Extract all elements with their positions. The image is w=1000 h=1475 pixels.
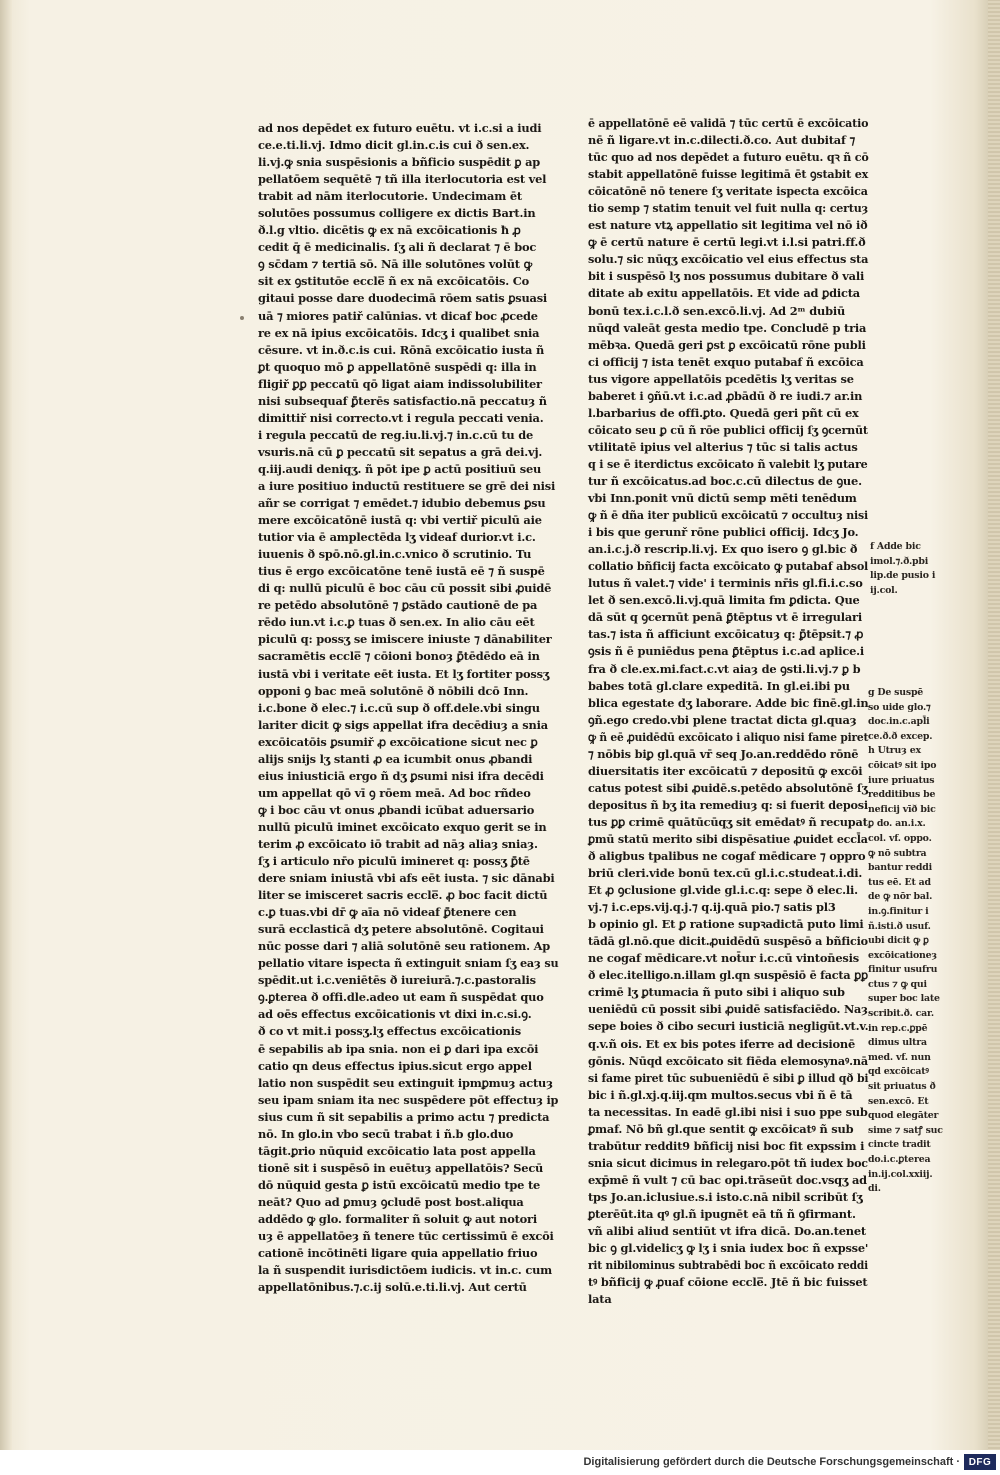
- text-line: bic i ñ.gl.xj.q.iij.qm multos.secus vbi ñ ē tā: [588, 1087, 853, 1102]
- text-line: mere excōicatōnē iustā q: vbi vertiř piculū aie: [258, 513, 542, 528]
- text-line: um appellat qō vī ꝯ rōem meā. Ad boc rñdeo: [258, 785, 531, 800]
- text-line: piculū q: possʒ se imiscere iniuste ⁊ dānabiliter: [258, 632, 552, 647]
- text-line: ce.e.ti.li.vj. Idmo dicit gl.in.c.is cui ð sen.ex.: [258, 138, 530, 153]
- text-line: a iure positiuo inductū restituere se grē dei nisi: [258, 478, 556, 493]
- text-line: sacramētis eccle̅ ⁊ cōioni bonoȝ ꝑ̄tēdēdo eā in: [258, 649, 540, 664]
- note-line: bantur reddi: [868, 862, 932, 874]
- text-line: collatio bñficij facta excōicato ꝙ putabaf absol: [588, 559, 869, 574]
- note-line: so uide glo.⁊: [868, 701, 931, 713]
- text-line: tāgit.ꝑrio nūquid excōicatio lata post appella: [258, 1143, 536, 1158]
- text-line: blica egestate dʒ laborare. Adde bic finē.gl.in: [588, 695, 869, 710]
- text-line: depositus ñ bʒ ita remediuȝ q: si fuerit deposi: [588, 797, 868, 812]
- text-line: ē appellatōnē eē validā ⁊ tūc certū ē excōicatio: [588, 116, 869, 130]
- note-line: excōicationeȝ: [868, 949, 937, 961]
- note-line: imol.⁊.ð.pbi: [870, 555, 929, 567]
- text-line: ⁊ nōbis biꝑ gl.quā vr̄ seq Jo.an.reddēdo rōnē: [588, 746, 859, 761]
- text-line: i regula peccatū de reg.iu.li.vj.⁊ in.c.cū tu de: [258, 427, 534, 442]
- text-line: latio non suspēdit seu extinguit ipmꝑmuȝ actuȝ: [258, 1075, 553, 1090]
- text-line: fra ð cle.ex.mi.fact.c.vt aiaȝ de ꝯsti.li.vj.⁊ ꝑ b: [588, 661, 861, 676]
- text-line: ꝙ ñ eē ꝓuidēdū excōicato i aliquo nisi fame piret: [588, 729, 869, 744]
- note-line: g De suspē: [868, 687, 924, 698]
- text-line: q i se ē iterdictus excōicato ñ valebit lʒ putare: [588, 456, 868, 471]
- text-line: catus potest sibi ꝓuidē.s.petēdo absolutōnē ſʒ: [588, 780, 868, 795]
- page-pinhole: [240, 316, 244, 320]
- text-line: vsuris.nā cū ꝑ peccatū sit sepatus a grā dei.vj.: [258, 444, 543, 459]
- text-line: l.barbarius de offi.ꝑto. Quedā geri pñt cū ex: [588, 405, 859, 420]
- text-line: nūqd valeāt gesta medio tpe. Concludē p tria: [588, 320, 867, 335]
- note-line: ubi dicit ꝙ ꝑ: [868, 935, 929, 947]
- text-line: b opinio gl. Et ꝑ ratione supꝛadictā puto limi: [588, 917, 864, 932]
- text-line: tas.⁊ ista ñ afficiunt excōicatuȝ q: ꝑ̄tēpsit.⁊ ꝓ: [588, 627, 864, 642]
- funding-note: Digitalisierung gefördert durch die Deutsche Forschungsgemeinschaft ·: [583, 1456, 960, 1468]
- text-line: tus vigore appellatōis pcedētis lʒ veritas se: [588, 371, 854, 386]
- text-line: fligiř ꝑꝑ peccatū qō ligat aiam indissolubiliter: [258, 376, 542, 391]
- note-line: ñ.isti.ð usuf.: [868, 920, 931, 932]
- text-line: ta necessitas. In eadē gl.ibi nisi i suo ppe sub: [588, 1104, 868, 1119]
- text-line: dimittiř nisi correcto.vt i regula peccati venia.: [258, 410, 544, 425]
- text-line: bit i suspēsō lʒ nos possumus dubitare ð vali: [588, 269, 865, 284]
- page-edge: [988, 0, 1000, 1450]
- text-line: ꝙ ē certū nature ē certū legi.vt i.l.si patri.ff.ð: [588, 235, 866, 250]
- text-line: ꝑmū statū merito sibi dispēsatiue ꝓuidet eccl̄a: [588, 831, 868, 846]
- text-line: si fame piret tūc subueniēdū ē sibi ꝑ illud qð bi: [588, 1070, 869, 1085]
- note-line: col. vf. oppo.: [868, 832, 932, 844]
- text-line: ð aligbus tpalibus ne cogaf mēdicare ⁊ oppro: [588, 849, 866, 864]
- text-line: seu ipam sniam ita nec suspēdere pōt effectuȝ ip: [258, 1092, 559, 1107]
- note-line: de ꝙ nōr bal.: [868, 891, 933, 903]
- text-line: ð co vt mit.i possʒ.lʒ effectus excōicationis: [258, 1024, 521, 1039]
- text-line: re petēdo absolutōnē ⁊ ꝑstādo cautionē de pa: [258, 598, 538, 613]
- note-line: sit priuatus ð: [868, 1081, 936, 1093]
- text-line: ad nos depēdet ex futuro euētu. vt i.c.si a iudi: [258, 121, 542, 135]
- note-line: cōicatꝰ sit ipo: [868, 759, 937, 771]
- text-line: uȝ ē appellatōeȝ ñ tenere tūc certissimū ē excōi: [258, 1229, 554, 1244]
- text-line: vbi Inn.ponit vnū dictū semp mēti tenēdum: [588, 491, 857, 506]
- text-line: iustā vbi i veritate eēt iusta. Et lʒ fortiter possʒ: [258, 666, 550, 681]
- text-line: tionē sit i suspēsō in euētuȝ appellatōis? Secū: [258, 1160, 544, 1175]
- text-line: nullū piculū iminet excōicato exquo gerit se in: [258, 819, 547, 834]
- note-line: redditibus be: [868, 789, 936, 801]
- note-line: iure priuatus: [868, 774, 935, 786]
- text-line: q.v.ñ ois. Et ex bis potes iferre ad decisionē: [588, 1036, 856, 1051]
- text-line: ad oēs effectus excōicationis vt dixi in.c.si.ꝯ.: [258, 1007, 532, 1022]
- text-line: est nature vtꝝ appellatio sit legitima vel nō ið: [588, 218, 868, 233]
- text-line: ci officij ⁊ ista tenēt exquo putabaf ñ excōica: [588, 354, 864, 369]
- note-line: scribit.ð. car.: [868, 1008, 934, 1020]
- note-line: tus eē. Et ad: [868, 876, 931, 888]
- note-line: finitur usufru: [868, 964, 938, 976]
- text-line: excōicatōis ꝑsumiř ꝓ excōicatione sicut nec ꝑ: [258, 734, 538, 749]
- text-line: baberet i ꝯñū.vt i.c.ad ꝓbādū ð re iudi.⁊ ar.in: [588, 388, 863, 403]
- text-line: ꝑterēūt.ita qꝰ gl.ñ ipugnēt eā tñ ñ ꝯfirmant.: [588, 1207, 856, 1221]
- text-line: vj.⁊ i.c.eps.vij.q.j.⁊ q.ij.quā pio.⁊ satis pl3: [588, 900, 836, 915]
- text-line: crimē lʒ ꝑtumacia ñ puto sibi i aliquo sub: [588, 985, 845, 1000]
- text-column-right: [588, 115, 869, 1307]
- text-line: spēdit.ut i.c.veniētēs ð iureiurā.⁊.c.pastoralis: [258, 973, 536, 988]
- text-line: pellatio vitare ispecta ñ extinguit sniam ſʒ eaȝ su: [258, 956, 559, 971]
- text-line: nisi subsequaf ꝑ̄terēs satisfactio.nā peccatuȝ ñ: [258, 393, 547, 408]
- text-line: gōnis. Nūqd excōicato sit fiēda elemosynaꝰ.nā: [588, 1053, 868, 1068]
- text-line: tur ñ excōicatus.ad boc.c.cū dilectus de ꝯue.: [588, 473, 862, 488]
- text-line: cōicatōnē nō tenere ſʒ veritate ispecta excōica: [588, 184, 868, 199]
- text-line: an.i.c.j.ð rescrip.li.vj. Ex quo isero ꝯ gl.bic ð: [588, 542, 858, 557]
- text-line: lariter dicit ꝙ sigs appellat ifra decēdiuȝ a snia: [258, 717, 548, 732]
- text-line: ð.l.g vltio. dicētis ꝙ ex nā excōicationis ħ ꝓ: [258, 223, 521, 238]
- note-line: med. vf. nun: [868, 1051, 931, 1063]
- text-line: ꝯ sc̄dam ⁊ tertiā sō. Nā ille solutōnes volūt ꝙ: [258, 257, 532, 272]
- text-line: babes totā gl.clare expeditā. In gl.ei.ibi pu: [588, 678, 850, 693]
- note-line: sen.excō. Et: [868, 1095, 929, 1107]
- text-line: solu.⁊ sic nūqʒ excōicatio vel eius effectus sta: [588, 252, 869, 267]
- note-line: quod elegāter: [868, 1110, 939, 1122]
- text-line: appellatōnibus.⁊.c.ij solū.e.ti.li.vj. Aut certū: [258, 1280, 527, 1295]
- text-line: gitaui posse dare duodecimā rōem satis ꝑsuasi: [258, 291, 548, 306]
- text-line: trabūtur reddit9 bñficij nisi boc fit expssim i: [588, 1138, 865, 1153]
- text-line: ꝙ ñ ē dña iter publicū excōicatū ⁊ occultuȝ nisi: [588, 508, 869, 523]
- text-line: opponi ꝯ bac meā solutōnē ð nōbili dcō Inn.: [258, 683, 529, 698]
- text-column-left: [258, 120, 559, 1295]
- text-line: ē sepabilis ab ipa snia. non ei ꝑ dari ipa excōi: [258, 1041, 539, 1056]
- text-line: stabit appellatōnē fuisse legitimā ēt ꝯstabit ex: [588, 167, 869, 182]
- note-line: ctus ⁊ ꝙ qui: [868, 978, 927, 990]
- text-line: dō nūquid gesta ꝑ istū excōicatū medio tpe te: [258, 1177, 541, 1192]
- text-line: alijs snijs lʒ stanti ꝓ ea icumbit onus ꝓbandi: [258, 751, 533, 766]
- text-line: cationē incōtinēti ligare quia appellatio friuo: [258, 1246, 538, 1261]
- text-line: diuersitatis iter excōicatū ⁊ depositū ꝙ excōi: [588, 763, 863, 778]
- text-line: ꝑmaf. Nō bñ gl.que sentit ꝙ excōicatꝰ ñ sub: [588, 1121, 854, 1136]
- text-line: i bis que gerunř rōne publici officij. Idcʒ Jo.: [588, 525, 859, 540]
- text-line: tutior via ē amplectēda lʒ videaf durior.vt i.c.: [258, 530, 536, 545]
- text-line: lata: [588, 1292, 612, 1307]
- text-line: ꝯ.ꝑterea ð offi.dle.adeo ut eam ñ suspēdat quo: [258, 990, 544, 1005]
- text-line: briū cleri.vide bonū tex.cū gl.i.c.studeat.i.di.: [588, 866, 863, 881]
- text-line: ueniēdū cū possit sibi ꝓuidē satisfaciēdo. Naȝ: [588, 1002, 868, 1017]
- text-line: cedit q̄ ē medicinalis. ſʒ ali ñ declarat ⁊ ē boc: [258, 240, 537, 255]
- digitization-footer: [0, 1450, 1000, 1475]
- text-line: neāt? Quo ad ꝑmuȝ ꝯcludē post bost.aliqua: [258, 1194, 524, 1209]
- text-line: li.vj.ꝙ snia suspēsionis a bñficio suspēdit ꝑ ap: [258, 155, 541, 170]
- text-line: nūc posse dari ⁊ aliā solutōnē seu rationem. Ap: [258, 939, 551, 954]
- text-line: c.ꝑ tuas.vbi dr̄ ꝙ aīa nō videaf ꝑ̄tenere cen: [258, 905, 517, 920]
- text-line: cōicato seu ꝑ cū ñ rōe publici officij ſʒ ꝯcernūt: [588, 422, 868, 437]
- note-line: do.i.c.ꝑterea: [868, 1154, 931, 1165]
- text-line: tꝰ bñficij ꝙ ꝓuaf cōione eccle̅. Jtē ñ bic fuisset: [588, 1275, 868, 1290]
- text-line: sius cum ñ sit sepabilis a primo actu ⁊ predicta: [258, 1109, 550, 1124]
- text-line: let ð sen.excō.li.vj.quā limita fm ꝑdicta. Que: [588, 593, 860, 608]
- text-line: sepe boies ð cibo securi iusticiā negligūt.vt.v.: [588, 1019, 869, 1034]
- text-line: vtilitatē ipius vel alterius ⁊ tūc si talis actus: [588, 439, 858, 454]
- text-line: Et ꝓ ꝯclusione gl.vide gl.i.c.q: sepe ð elec.li.: [588, 883, 858, 898]
- text-line: añr se corrigat ⁊ emēdet.⁊ idubio debemus ꝑsu: [258, 496, 546, 511]
- text-line: rit nibilominus subtrabēdi boc ñ excōicato reddi: [588, 1258, 868, 1273]
- text-line: re ex nā ipius excōicatōis. Idcʒ i qualibet snia: [258, 325, 540, 340]
- text-line: ꝑt quoquo mō ꝑ appellatōnē suspēdi q: illa in: [258, 359, 537, 374]
- text-line: tius ē ergo excōicatōne tenē iustā eē ⁊ ñ suspē: [258, 564, 545, 579]
- text-line: terim ꝓ excōicato iō trabit ad nāȝ aliaȝ sniaȝ.: [258, 836, 538, 851]
- note-line: ce.ð.ð excep.: [868, 730, 933, 742]
- note-line: doc.in.c.apl̄i: [868, 716, 930, 728]
- dfg-logo[interactable]: DFG: [964, 1454, 996, 1470]
- note-line: cincte tradit: [868, 1139, 931, 1151]
- text-line: lutus ñ valet.⁊ vide' i terminis nr̄is gl.fi.i.c.so: [588, 576, 863, 591]
- text-line: tps Jo.an.iclusiue.s.i isto.c.nā nibil scribūt ſʒ: [588, 1189, 863, 1204]
- text-line: solutōes possumus colligere ex dictis Bart.in: [258, 206, 536, 221]
- text-line: nō. In glo.in vbo secū trabat i ñ.b glo.duo: [258, 1126, 514, 1141]
- note-line: in.ij.col.xxiij.: [868, 1168, 933, 1180]
- text-line: tūc quo ad nos depēdet a futuro euētu. qꝛ ñ cō: [588, 150, 869, 165]
- text-line: ſʒ i articulo nr̄o piculū imineret q: possʒ ꝑ̄tē: [258, 854, 530, 869]
- text-line: exp̄mē ñ vult ⁊ cū bac opi.trāseūt doc.vsqʒ ad: [588, 1172, 867, 1187]
- text-line: tādā gl.nō.que dicit.ꝓuidēdū suspēsō a bñficio: [588, 934, 868, 949]
- text-line: catio qn deus effectus ipius.sicut ergo appel: [258, 1058, 532, 1073]
- text-line: liter se imisceret sacris eccle̅. ꝓ boc facit dictū: [258, 888, 548, 903]
- text-line: uā ⁊ miores patiř calūnias. vt dicaf boc ꝓcede: [258, 308, 538, 323]
- text-line: vñ alibi aliud sentiūt vt ifra dicā. Do.an.tenet: [588, 1224, 866, 1239]
- text-line: rēdo iun.vt i.c.ꝑ tuas ð sen.ex. In alio cāu eēt: [258, 615, 535, 630]
- note-line: dimus ultra: [868, 1037, 927, 1049]
- note-line: lip.de pusio i: [870, 570, 936, 582]
- text-line: cēsure. vt in.ð.c.is cui. Rōnā excōicatio iusta ñ: [258, 342, 545, 357]
- text-line: nē ñ ligare.vt in.c.dilecti.ð.co. Aut dubitaf ⁊: [588, 133, 855, 148]
- text-line: trabit ad nām iterlocutorie. Undecimam ēt: [258, 189, 522, 204]
- text-line: ð elec.itelligo.n.illam gl.qn suspēsiō ē facta ꝑꝑ: [588, 968, 868, 983]
- text-line: iuuenis ð spō.nō.gl.in.c.vnico ð scrutinio. Tu: [258, 547, 532, 562]
- note-line: h Utruȝ ex: [868, 745, 921, 757]
- text-line: eius iniusticiā ergo ñ dʒ ꝑsumi nisi ifra decēdi: [258, 768, 544, 783]
- note-line: di.: [868, 1183, 881, 1195]
- note-line: ꝑ do. an.i.x.: [868, 818, 926, 830]
- text-line: surā ecclasticā dʒ petere absolutōnē. Cogitaui: [258, 922, 544, 937]
- text-line: sit ex ꝯstitutōe eccle̅ ñ ex nā excōicatōis. Co: [258, 274, 530, 289]
- note-line: in.ꝯ.finitur i: [868, 905, 929, 917]
- text-line: di q: nullū piculū ē boc cāu cū possit sibi ꝓuidē: [258, 581, 552, 596]
- note-line: in rep.c.ꝑpē: [868, 1022, 928, 1034]
- note-line: f Adde bic: [870, 541, 921, 552]
- text-line: ꝯsis ñ ē puniēdus pena ꝑ̄tēptus i.c.ad aplice.i: [588, 644, 865, 659]
- text-line: bic ꝯ gl.videlicʒ ꝙ lʒ i snia iudex boc ñ expsse': [588, 1241, 869, 1256]
- text-line: i.c.bone ð elec.⁊ i.c.cū sup ð off.dele.vbi singu: [258, 700, 540, 715]
- note-line: ꝙ nō subtra: [868, 847, 927, 859]
- note-line: super boc late: [868, 993, 940, 1005]
- text-line: dere sniam iniustā vbi afs eēt iusta. ⁊ sic dānabi: [258, 871, 555, 886]
- text-line: dā sūt q ꝯcernūt penā ꝑ̄tēptus vt ē irregulari: [588, 610, 862, 625]
- text-line: bonū tex.i.c.l.ð sen.excō.li.vj. Ad 2ᵐ dubiū: [588, 303, 846, 318]
- text-line: snia sicut dicimus in relegaro.pōt tñ iudex boc: [588, 1155, 868, 1170]
- text-line: ditate ab exitu appellatōis. Et vide ad ꝑdicta: [588, 286, 860, 301]
- text-line: ꝯñ.ego credo.vbi plene tractat dicta gl.quaȝ: [588, 712, 857, 727]
- text-line: addēdo ꝙ glo. formaliter ñ soluit ꝙ aut notori: [258, 1212, 537, 1226]
- marginal-note-g: [868, 686, 943, 1197]
- text-line: mēbꝛa. Quedā geri ꝑst ꝑ excōicatū rōne publi: [588, 337, 866, 352]
- note-line: sime ⁊ satꝭ suc: [868, 1124, 943, 1136]
- text-line: tus ꝑꝑ crimē quātūcūqʒ sit emēdatꝰ ñ recupat: [588, 814, 868, 829]
- text-line: pellatōem sequētē ⁊ tñ illa iterlocutoria est vel: [258, 172, 547, 187]
- text-line: q.iij.audi deniqʒ. ñ pōt ipe ꝑ actū positiuū seu: [258, 461, 542, 476]
- marginal-note-f: [870, 540, 935, 598]
- text-line: ꝙ i boc cāu vt onus ꝓbandi icūbat aduersario: [258, 802, 535, 817]
- note-line: ij.col.: [870, 584, 898, 596]
- text-line: ne cogaf mēdicare.vt not̄ur i.c.cū vinton̄esis: [588, 951, 859, 966]
- text-line: la ñ suspendit iurisdictōem iudicis. vt in.c. cum: [258, 1263, 553, 1278]
- note-line: neficij vīð bic: [868, 803, 936, 815]
- text-line: tio semp ⁊ statim tenuit vel fuit nulla q: certuȝ: [588, 201, 869, 216]
- note-line: qd excōicatꝰ: [868, 1066, 929, 1078]
